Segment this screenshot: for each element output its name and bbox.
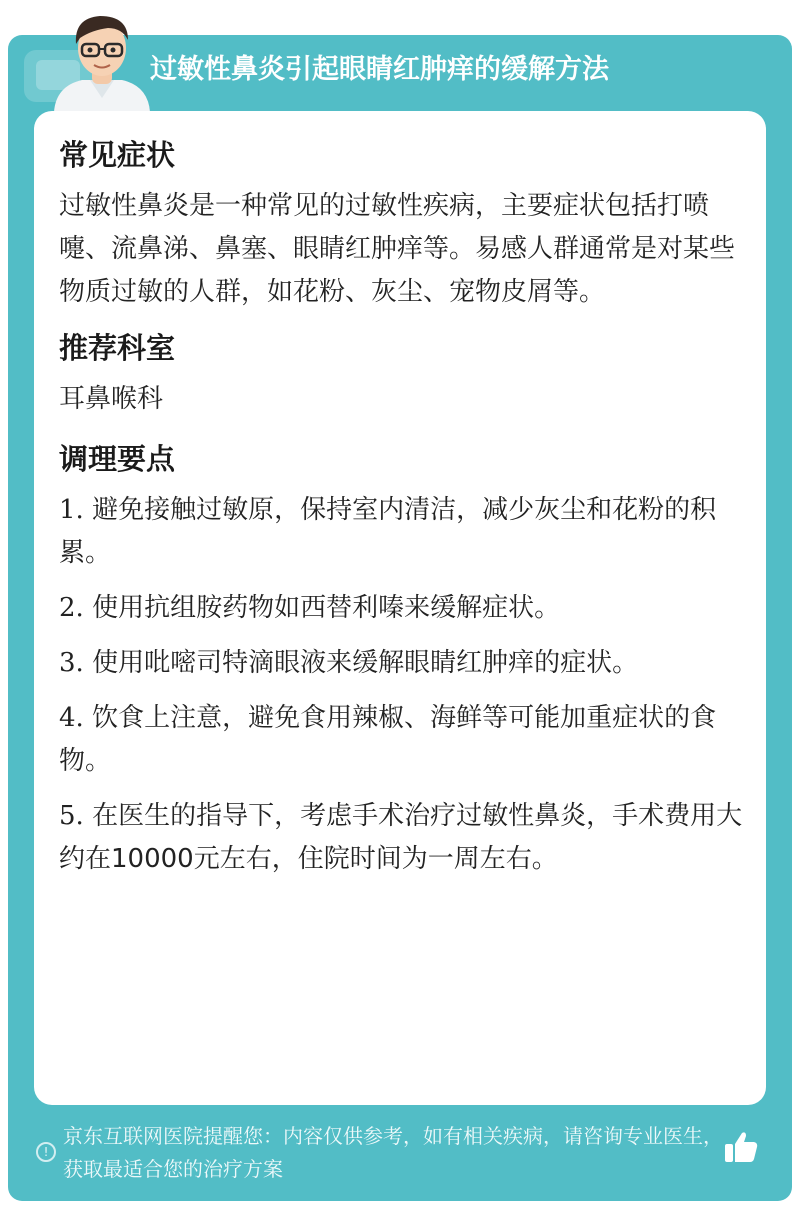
list-item: 3. 使用吡嘧司特滴眼液来缓解眼睛红肿痒的症状。 bbox=[59, 648, 639, 678]
info-icon: ! bbox=[36, 1142, 56, 1162]
page-title: 过敏性鼻炎引起眼睛红肿痒的缓解方法 bbox=[150, 54, 609, 85]
content-card bbox=[34, 111, 766, 1105]
doctor-avatar bbox=[46, 8, 158, 112]
list-item: 4. 饮食上注意，避免食用辣椒、海鲜等可能加重症状的食物。 bbox=[59, 703, 717, 776]
section-title-care: 调理要点 bbox=[59, 442, 176, 476]
thumbs-up-icon[interactable] bbox=[722, 1128, 760, 1166]
department-text: 耳鼻喉科 bbox=[59, 384, 164, 414]
disclaimer-text: 京东互联网医院提醒您：内容仅供参考，如有相关疾病，请咨询专业医生，获取最适合您的治疗方案 bbox=[63, 1124, 723, 1181]
section-title-symptoms: 常见症状 bbox=[59, 138, 176, 172]
list-item: 2. 使用抗组胺药物如西替利嗪来缓解症状。 bbox=[59, 593, 561, 623]
list-item: 1. 避免接触过敏原，保持室内清洁，减少灰尘和花粉的积累。 bbox=[59, 495, 717, 568]
list-item: 5. 在医生的指导下，考虑手术治疗过敏性鼻炎，手术费用大约在10000元左右，住院时间为一周左右。 bbox=[59, 801, 743, 874]
section-title-department: 推荐科室 bbox=[59, 331, 176, 365]
symptoms-text: 过敏性鼻炎是一种常见的过敏性疾病，主要症状包括打喷嚏、流鼻涕、鼻塞、眼睛红肿痒等。易感人群通常是对某些物质过敏的人群，如花粉、灰尘、宠物皮屑等。 bbox=[59, 191, 736, 307]
